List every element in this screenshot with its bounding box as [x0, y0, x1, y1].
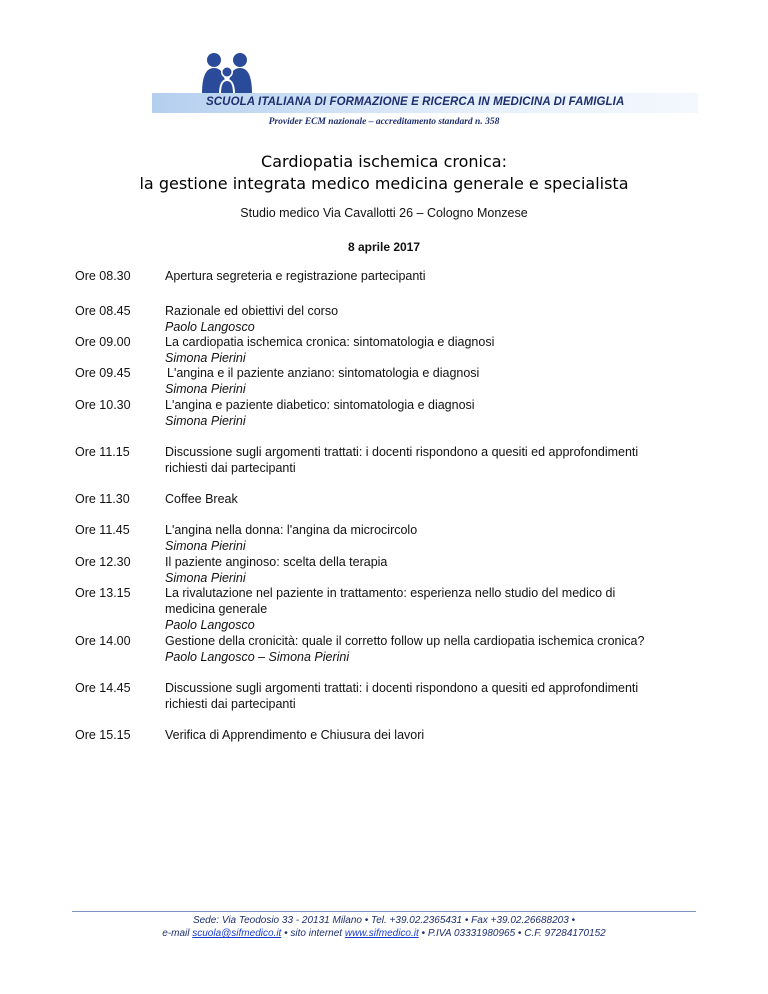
email-link[interactable]: scuola@sifmedico.it: [192, 928, 282, 939]
schedule-time: Ore 15.15: [75, 728, 131, 742]
schedule-description: Discussione sugli argomenti trattati: i docenti rispondono a quesiti ed approfondimenti: [165, 445, 639, 459]
schedule-description-cont: medicina generale: [165, 602, 268, 616]
schedule-time: Ore 09.45: [75, 366, 131, 380]
schedule-description: L'angina e paziente diabetico: sintomatologia e diagnosi: [165, 398, 475, 412]
schedule-description: Il paziente anginoso: scelta della terapia: [165, 555, 388, 569]
schedule-speaker: Paolo Langosco: [165, 320, 255, 334]
schedule-time: Ore 09.00: [75, 335, 131, 349]
schedule-description: Coffee Break: [165, 492, 238, 506]
schedule-time: Ore 11.30: [75, 492, 130, 506]
page-title-line1: Cardiopatia ischemica cronica:: [261, 152, 507, 171]
schedule-description: L'angina nella donna: l'angina da microcircolo: [165, 523, 418, 537]
schedule-description: La rivalutazione nel paziente in trattamento: esperienza nello studio del medico di: [165, 586, 616, 600]
website-link[interactable]: www.sifmedico.it: [344, 928, 419, 939]
venue: Studio medico Via Cavallotti 26 – Cologno Monzese: [240, 206, 528, 220]
schedule-description: Razionale ed obiettivi del corso: [165, 304, 339, 318]
schedule-description-cont: richiesti dai partecipanti: [165, 697, 296, 711]
schedule-description: Apertura segreteria e registrazione partecipanti: [165, 269, 426, 283]
schedule-description: Gestione della cronicità: quale il corretto follow up nella cardiopatia ischemica cronica?: [165, 634, 645, 648]
schedule-time: Ore 12.30: [75, 555, 131, 569]
schedule-time: Ore 08.45: [75, 304, 131, 318]
schedule-speaker: Simona Pierini: [165, 382, 246, 396]
schedule-description-cont: richiesti dai partecipanti: [165, 461, 296, 475]
page-title-line2: la gestione integrata medico medicina generale e specialista: [139, 174, 629, 193]
schedule-speaker: Paolo Langosco – Simona Pierini: [165, 650, 350, 664]
footer-divider: [72, 911, 696, 912]
footer-contacts: [0, 928, 768, 939]
schedule-time: Ore 08.30: [75, 269, 131, 283]
schedule-time: Ore 11.15: [75, 445, 130, 459]
schedule-speaker: Simona Pierini: [165, 351, 246, 365]
tax-info: • P.IVA 03331980965 • C.F. 97284170152: [418, 928, 606, 939]
schedule-description: Discussione sugli argomenti trattati: i docenti rispondono a quesiti ed approfondimenti: [165, 681, 639, 695]
website-label: • sito internet: [281, 928, 345, 939]
schedule-description: L'angina e il paziente anziano: sintomatologia e diagnosi: [167, 366, 480, 380]
schedule-description: Verifica di Apprendimento e Chiusura dei lavori: [165, 728, 425, 742]
schedule-time: Ore 11.45: [75, 523, 130, 537]
schedule-speaker: Paolo Langosco: [165, 618, 255, 632]
family-logo-icon: [200, 52, 254, 94]
email-label: e-mail: [162, 928, 193, 939]
school-name: SCUOLA ITALIANA DI FORMAZIONE E RICERCA IN MEDICINA DI FAMIGLIA: [206, 96, 625, 108]
footer-address: Sede: Via Teodosio 33 - 20131 Milano • Tel. +39.02.2365431 • Fax +39.02.26688203 •: [192, 915, 576, 926]
schedule-description: La cardiopatia ischemica cronica: sintomatologia e diagnosi: [165, 335, 495, 349]
schedule-speaker: Simona Pierini: [165, 539, 246, 553]
schedule-speaker: Simona Pierini: [165, 414, 246, 428]
schedule-time: Ore 14.45: [75, 681, 131, 695]
schedule-time: Ore 10.30: [75, 398, 131, 412]
schedule-speaker: Simona Pierini: [165, 571, 246, 585]
schedule-time: Ore 14.00: [75, 634, 131, 648]
provider-note: Provider ECM nazionale – accreditamento standard n. 358: [268, 117, 500, 127]
schedule-time: Ore 13.15: [75, 586, 131, 600]
event-date: 8 aprile 2017: [347, 240, 421, 254]
